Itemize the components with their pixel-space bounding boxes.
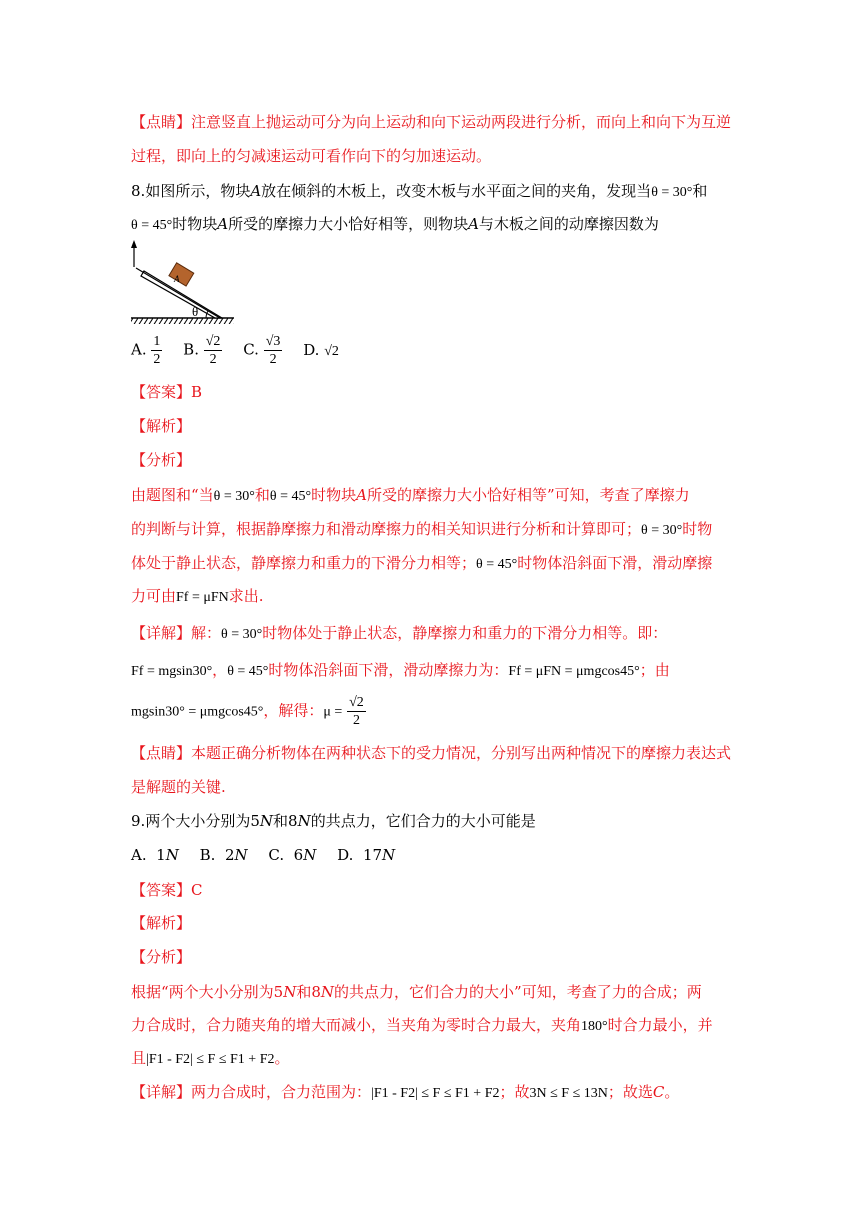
q8-option-a: A. $\frac{1}{2}$: [131, 334, 161, 367]
q8-fenxi-line1: 由题图和“当θ = 30°和θ = 45°时物块A所受的摩擦力大小恰好相等”可知，考查了摩擦力: [131, 486, 690, 504]
q9-analysis-head: 【解析】: [131, 914, 192, 932]
block-label: A: [174, 274, 180, 284]
q9-stem: 9.两个大小分别为5N和8N的共点力，它们合力的大小可能是: [131, 812, 536, 830]
q8-detail-line1: 【详解】解：θ = 30°时物体处于静止状态，静摩擦力和重力的下滑分力相等。即：: [131, 624, 668, 642]
q8-stem-line1: 8.如图所示，物块A放在倾斜的木板上，改变木板与水平面之间的夹角，发现当θ = 30°和: [131, 182, 708, 200]
q8-detail-line2: Ff = mgsin30°，θ = 45°时物体沿斜面下滑，滑动摩擦力为：Ff = μFN = μmgcos45°；由: [131, 661, 670, 679]
q9-option-b: B. 2N: [199, 846, 248, 864]
q8-incline-figure: [128, 238, 238, 330]
q8-fenxi-line3: 体处于静止状态，静摩擦力和重力的下滑分力相等；θ = 45°时物体沿斜面下滑，滑动摩擦: [131, 554, 713, 572]
q8-option-b: B. $\frac{√2}{2}$: [183, 334, 221, 367]
q7-tip-line2: 过程，即向上的匀减速运动可看作向下的匀加速运动。: [131, 147, 492, 165]
q9-fenxi-line2: 力合成时，合力随夹角的增大而减小，当夹角为零时合力最大，夹角180°时合力最小，并: [131, 1016, 713, 1034]
q9-fenxi-head: 【分析】: [131, 948, 192, 966]
q8-analysis-head: 【解析】: [131, 417, 192, 435]
q9-option-d: D. 17N: [337, 846, 396, 864]
q9-answer: 【答案】C: [131, 881, 203, 899]
q9-fenxi-line3: 且|F1 - F2| ≤ F ≤ F1 + F2。: [131, 1049, 290, 1067]
angle-label: θ: [192, 304, 199, 319]
q7-tip-line1: 【点睛】注意竖直上抛运动可分为向上运动和向下运动两段进行分析，而向上和向下为互逆: [131, 113, 732, 131]
q8-tip-line2: 是解题的关键.: [131, 778, 226, 796]
q8-fenxi-head: 【分析】: [131, 451, 192, 469]
q8-stem-line2: θ = 45°时物块A所受的摩擦力大小恰好相等，则物块A与木板之间的动摩擦因数为: [131, 215, 659, 233]
q8-detail-line3: mgsin30° = μmgcos45°，解得：μ = $\frac{√2}{2}$: [131, 695, 364, 728]
q8-tip-line1: 【点睛】本题正确分析物体在两种状态下的受力情况，分别写出两种情况下的摩擦力表达式: [131, 744, 732, 762]
q8-fenxi-line4: 力可由Ff = μFN求出.: [131, 587, 264, 605]
q9-option-a: A. 1N: [131, 846, 179, 864]
q9-options: [131, 845, 411, 865]
q8-answer: 【答案】B: [131, 383, 203, 401]
q9-fenxi-line1: 根据“两个大小分别为5N和8N的共点力，它们合力的大小”可知，考查了力的合成；两: [131, 983, 702, 1001]
q8-option-c: C. $\frac{√3}{2}$: [243, 334, 281, 367]
q8-options: [131, 333, 355, 368]
q9-detail: 【详解】两力合成时，合力范围为：|F1 - F2| ≤ F ≤ F1 + F2；故3N ≤ F ≤ 13N；故选C。: [131, 1083, 680, 1101]
q8-option-d: D. √2: [303, 340, 339, 359]
q9-option-c: C. 6N: [268, 846, 317, 864]
q8-fenxi-line2: 的判断与计算，根据静摩擦力和滑动摩擦力的相关知识进行分析和计算即可；θ = 30°时物: [131, 520, 713, 538]
